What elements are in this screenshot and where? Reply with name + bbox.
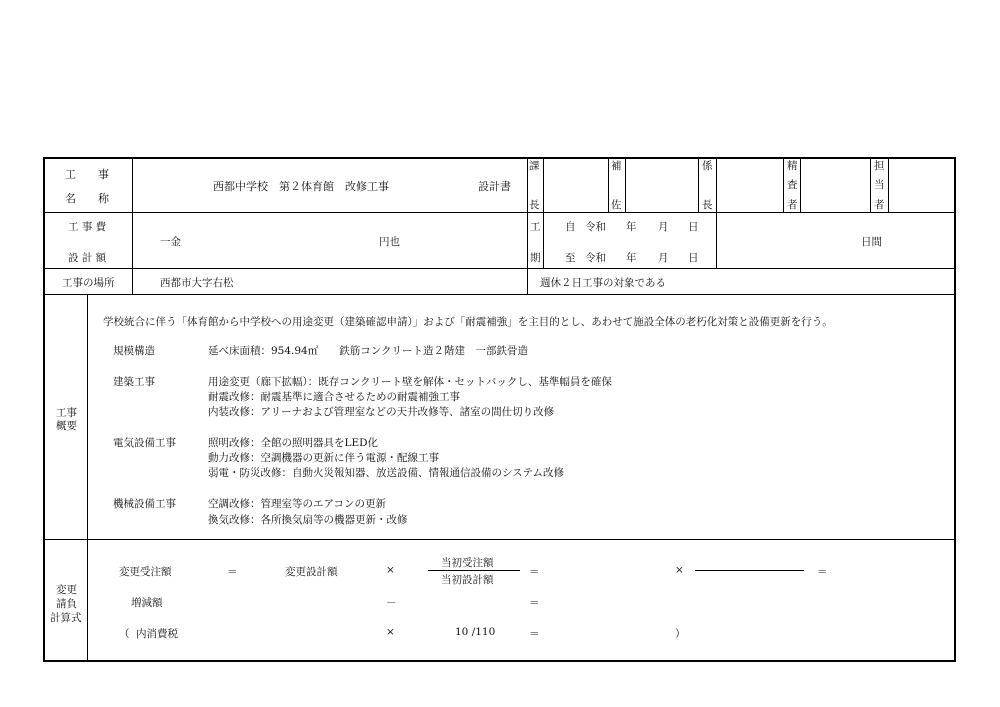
period-from-era: 令和 [585, 221, 606, 233]
period-to-day: 日 [688, 252, 699, 264]
vrule-label [132, 157, 133, 294]
vrule-approval-start [527, 157, 528, 294]
rule-2 [43, 268, 956, 269]
vrule-approval-7 [800, 157, 801, 212]
vrule-approval-8 [870, 157, 871, 212]
vrule-summary [87, 294, 88, 662]
rule-1 [43, 212, 956, 213]
summary-intro: 学校統合に伴う「体育館から中学校への用途変更（建築確認申請）」および「耐震補強」を主目的とし、あわせて施設全体の老朽化対策と設備更新を行う。 [103, 316, 833, 328]
row1-times-2: × [675, 564, 684, 576]
period-to-era: 令和 [585, 252, 606, 264]
period-label-bottom: 期 [530, 252, 541, 264]
row3-times: × [386, 626, 395, 638]
approval-kacho-top: 課 [529, 160, 540, 172]
cost-prefix: 一金 [160, 236, 181, 248]
approval-seisa-bottom: 者 [787, 199, 798, 211]
consumption-tax-label: 内消費税 [136, 628, 178, 640]
section-title: 規模構造 [113, 345, 155, 357]
period-from-label: 自 [565, 221, 576, 233]
section-line: 用途変更（廊下拡幅）：既存コンクリート壁を解体・セットバックし、基準幅員を確保 [208, 376, 612, 388]
blank-line [695, 570, 804, 571]
vrule-approval-9 [888, 157, 889, 212]
period-from-day: 日 [688, 221, 699, 233]
location-note: 週休２日工事の対象である [540, 277, 666, 289]
border-right [954, 157, 956, 662]
vrule-approval-3 [625, 157, 626, 212]
changed-contract-amount: 変更受注額 [119, 566, 172, 578]
project-name-label-2: 名 称 [65, 192, 109, 205]
row2-equals: ＝ [529, 597, 540, 609]
row3-equals: ＝ [529, 628, 540, 640]
summary-label-2: 概要 [56, 420, 77, 432]
period-to-year: 年 [626, 252, 637, 264]
approval-seisa-mid: 査 [787, 179, 798, 191]
formula-label-3: 計算式 [50, 612, 82, 624]
row1-equals-3: ＝ [817, 566, 828, 578]
approval-kakaricho-bottom: 長 [702, 199, 713, 211]
cost-label-2: 設 計 額 [68, 252, 107, 264]
project-title: 西都中学校 第２体育館 改修工事 [213, 180, 389, 193]
period-from-month: 月 [658, 221, 669, 233]
summary-label-1: 工事 [56, 407, 77, 419]
row1-times: × [386, 564, 395, 576]
section-line: 内装改修：アリーナおよび管理室などの天井改修等、諸室の間仕切り改修 [208, 406, 555, 418]
border-bottom [43, 660, 956, 662]
period-to-month: 月 [658, 252, 669, 264]
section-line: 空調改修：管理室等のエアコンの更新 [208, 498, 386, 510]
fraction-bar [428, 570, 520, 571]
row1-equals: ＝ [227, 566, 238, 578]
section-line: 照明改修：全館の照明器具をLED化 [208, 437, 379, 449]
section-line: 耐震改修：耐震基準に適合させるための耐震補強工事 [208, 391, 460, 403]
section-line: 動力改修：空調機器の更新に伴う電源・配線工事 [208, 452, 439, 464]
vrule-approval-5 [716, 157, 717, 268]
section-line: 延べ床面積：954.94㎡ 鉄筋コンクリート造２階建 一部鉄骨造 [208, 345, 529, 357]
changed-design-amount: 変更設計額 [285, 566, 338, 578]
rule-4 [43, 539, 956, 540]
section-title: 機械設備工事 [113, 498, 176, 510]
location-label: 工事の場所 [62, 277, 115, 289]
section-line: 換気改修：各所換気扇等の機器更新・改修 [208, 514, 408, 526]
project-name-label-1: 工 事 [65, 168, 109, 181]
border-left [43, 157, 45, 662]
tax-rate: 10 /110 [455, 626, 496, 638]
doc-type: 設計書 [478, 180, 511, 193]
design-document-sheet [43, 157, 956, 662]
border-top [43, 157, 956, 159]
approval-tanto-bottom: 者 [874, 199, 885, 211]
formula-label-2: 請負 [56, 598, 77, 610]
formula-label-1: 変更 [56, 584, 77, 596]
approval-kakaricho-top: 係 [702, 160, 713, 172]
period-days-label: 日間 [861, 236, 882, 248]
row1-equals-2: ＝ [529, 566, 540, 578]
approval-hosa-top: 補 [611, 160, 622, 172]
section-title: 建築工事 [113, 376, 155, 388]
vrule-approval-4 [698, 157, 699, 212]
approval-hosa-bottom: 佐 [611, 199, 622, 211]
approval-kacho-bottom: 長 [529, 199, 540, 211]
row2-minus: － [386, 597, 397, 609]
vrule-approval-2 [608, 157, 609, 212]
fraction-numerator: 当初受注額 [441, 557, 494, 569]
location-value: 西都市大字右松 [160, 277, 234, 289]
approval-seisa-top: 精 [787, 160, 798, 172]
approval-tanto-top: 担 [874, 160, 885, 172]
section-title: 電気設備工事 [113, 437, 176, 449]
period-label-top: 工 [530, 221, 541, 233]
approval-tanto-mid: 当 [874, 179, 885, 191]
period-from-year: 年 [626, 221, 637, 233]
rule-3 [43, 294, 956, 295]
row3-close-paren: ） [675, 628, 686, 640]
fraction-denominator: 当初設計額 [441, 574, 494, 586]
period-to-label: 至 [565, 252, 576, 264]
section-line: 弱電・防災改修：自動火災報知器、放送設備、情報通信設備のシステム改修 [208, 467, 564, 479]
row3-open-paren: （ [119, 628, 130, 640]
cost-suffix: 円也 [379, 236, 400, 248]
vrule-approval-6 [783, 157, 784, 212]
cost-label-1: 工 事 費 [68, 221, 107, 233]
vrule-approval-1 [543, 157, 544, 268]
increase-decrease-amount: 増減額 [131, 597, 163, 609]
